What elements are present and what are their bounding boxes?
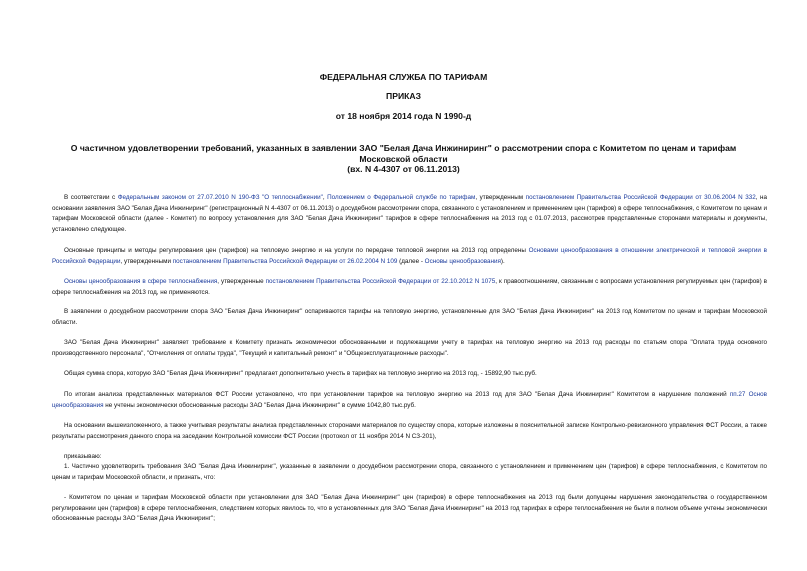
- link-federal-law[interactable]: Федеральным законом от 27.07.2010 N 190-ФЗ "О теплоснабжении": [117, 194, 323, 201]
- paragraph-7: [52, 390, 767, 411]
- subject-title: [0, 143, 807, 175]
- link-pricing-basics-energy[interactable]: Основами ценообразования в отношении электрической и тепловой энергии в Российской Федерации: [52, 247, 767, 265]
- agency-heading: ФЕДЕРАЛЬНАЯ СЛУЖБА ПО ТАРИФАМ: [319, 72, 488, 82]
- text: (далее -: [397, 257, 425, 265]
- text: В соответствии с: [64, 194, 118, 201]
- link-fst-regulation[interactable]: Положением о Федеральной службе по тарифам: [327, 194, 476, 201]
- link-pp27-pricing-basics[interactable]: пп.27 Основ ценообразования: [52, 391, 767, 409]
- text: , утвержденные: [217, 278, 266, 285]
- text: , к правоотношениям, связанным с вопросами установления регулируемых цен (тарифов) в сфере теплоснабжения на 2013 год, не применяются.: [52, 278, 768, 296]
- link-resolution-332[interactable]: постановлением Правительства Российской Федерации от 30.06.2004 N 332: [525, 194, 756, 201]
- paragraph-3: [52, 277, 767, 298]
- paragraph-5: ЗАО "Белая Дача Инжиниринг" заявляет требование к Комитету признать экономически обоснованными и подлежащими учету в тарифах на тепловую энергию на 2013 год расходы по статьям спора "Оплата труда основного производственного персонала", "Отчисления от оплаты труда", "Текущий и капитальный ремонт" и "Общеэксплуатационные расходы".: [52, 339, 767, 357]
- text: не учтены экономически обоснованные расходы ЗАО "Белая Дача Инжиниринг" в сумме 1042,80 тыс.руб.: [103, 401, 416, 409]
- paragraph-4: В заявлении о досудебном рассмотрении спора ЗАО "Белая Дача Инжиниринг" оспариваются тарифы на тепловую энергию, установленные для ЗАО "Белая Дача Инжиниринг" на 2013 год Комитетом по ценам и тарифам Московской области.: [52, 308, 767, 326]
- subject-line-1: О частичном удовлетворении требований, указанных в заявлении ЗАО "Белая Дача Инжиниринг" о рассмотрении спора с Комитетом по ценам и тарифам: [70, 143, 737, 153]
- link-resolution-1075[interactable]: постановлением Правительства Российской Федерации от 22.10.2012 N 1075: [265, 278, 496, 285]
- paragraph-11: - Комитетом по ценам и тарифам Московской области при установлении для ЗАО "Белая Дача Инжиниринг" цен (тарифов) в сфере теплоснабжения на 2013 год были допущены нарушения законодательства о государственном регулировании цен (тарифов) в сфере теплоснабжения, следствием которых явилось то, что в установленных для ЗАО "Белая Дача Инжиниринг" на 2013 год тарифах в сфере теплоснабжения не были в полном объеме учтены экономически обоснованные расходы ЗАО "Белая Дача Инжиниринг";: [52, 494, 767, 523]
- paragraph-10: 1. Частично удовлетворить требования ЗАО "Белая Дача Инжиниринг", указанные в заявлении о досудебном рассмотрении спора, связанного с установлением и применением цен (тарифов) в сфере теплоснабжения, с Комитетом по ценам и тарифам Московской области, и признать, что:: [52, 463, 767, 481]
- link-pricing-basics-heat[interactable]: Основы ценообразования в сфере теплоснабжения: [64, 278, 218, 285]
- link-pricing-basics[interactable]: Основы ценообразования: [424, 257, 501, 265]
- text: , на основании заявления ЗАО "Белая Дача Инжиниринг" (регистрационный N 4-4307 от 06.11.2013) о досудебном рассмотрении спора, связанного с установлением и применением цен (тарифов) в сфере теплоснабжения, с Комитетом по ценам и тарифам Московской области (далее - Комитет) по вопросу установления для ЗАО "Белая Дача Инжиниринг" тарифов в сфере теплоснабжения на 2013 год с 01.07.2013, рассмотрев представленные сторонами материалы и документы, установлено следующее.: [52, 194, 768, 233]
- paragraph-6: Общая сумма спора, которую ЗАО "Белая Дача Инжиниринг" предлагает дополнительно учесть в тарифах на тепловую энергию на 2013 год, - 15892,90 тыс.руб.: [64, 370, 537, 377]
- doc-type-heading: ПРИКАЗ: [386, 91, 421, 101]
- paragraph-8: На основании вышеизложенного, а также учитывая результаты анализа представленных сторонами материалов по существу спора, которые изложены в пояснительной записке Контрольно-ревизионного управления ФСТ России, а также результаты рассмотрения данного спора на заседании Контрольной комиссии ФСТ России (протокол от 11 ноября 2014 N СЗ-201),: [52, 422, 767, 440]
- text: ,: [322, 194, 328, 201]
- paragraph-2: [52, 246, 767, 267]
- text: Основные принципы и методы регулирования цен (тарифов) на тепловую энергию и на услуги по передаче тепловой энергии на 2013 год определены: [64, 247, 529, 254]
- paragraph-9: приказываю:: [64, 453, 102, 460]
- text: , утвержденными: [120, 257, 173, 265]
- paragraph-1: [52, 193, 767, 235]
- subject-line-2: Московской области: [359, 153, 448, 164]
- text: ).: [500, 257, 505, 265]
- subject-line-3: (вх. N 4-4307 от 06.11.2013): [347, 164, 460, 174]
- text: По итогам анализа представленных материалов ФСТ России установлено, что при установлении тарифов на тепловую энергию на 2013 год для ЗАО "Белая Дача Инжиниринг" Комитетом в нарушение положений: [64, 391, 730, 398]
- text: , утвержденным: [475, 194, 526, 201]
- link-resolution-109[interactable]: постановлением Правительства Российской Федерации от 26.02.2004 N 109: [172, 257, 398, 265]
- date-number-heading: от 18 ноября 2014 года N 1990-д: [335, 111, 472, 121]
